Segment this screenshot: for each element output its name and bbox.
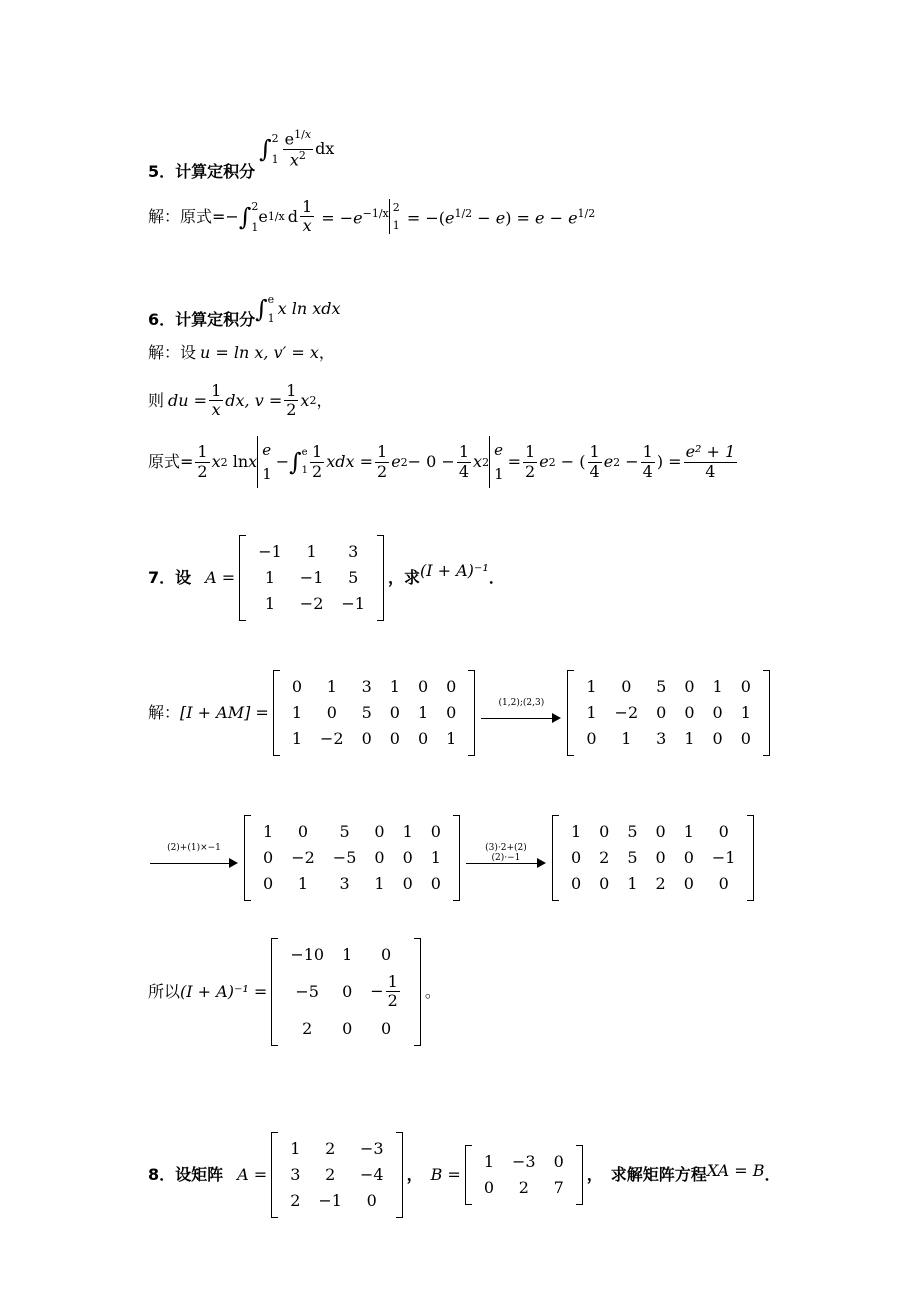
matrix-cell: −1 bbox=[299, 568, 324, 587]
matrix-cell: 1 bbox=[290, 1139, 301, 1158]
matrix-A bbox=[271, 1132, 402, 1218]
problem-6-line1: 解：设 u = ln x, v′ = x ， bbox=[148, 343, 335, 362]
matrix-cell: 5 bbox=[656, 677, 667, 696]
matrix-cell: −1 bbox=[341, 594, 365, 613]
matrix-cell: 1 bbox=[374, 874, 385, 893]
matrix-cell: 1 bbox=[264, 594, 276, 613]
matrix-cell: 0 bbox=[712, 703, 723, 722]
matrix-row bbox=[249, 539, 374, 565]
matrix-cell: 1 bbox=[306, 542, 317, 561]
matrix-A bbox=[239, 535, 384, 621]
matrix-cell: 1 bbox=[586, 677, 597, 696]
problem-5-title bbox=[148, 118, 334, 180]
matrix-cell: 0 bbox=[430, 822, 441, 841]
matrix-cell: 1 bbox=[263, 822, 274, 841]
matrix-cell: 0 bbox=[380, 945, 392, 964]
matrix-cell: 0 bbox=[380, 1018, 392, 1038]
matrix-cell: 0 bbox=[374, 848, 385, 867]
matrix-cell: 1 bbox=[402, 822, 413, 841]
matrix-row bbox=[283, 674, 466, 700]
matrix-row bbox=[254, 845, 450, 871]
matrix-cell: −10 bbox=[290, 945, 325, 964]
matrix-cell: 1 bbox=[683, 822, 694, 841]
matrix-cell: 0 bbox=[683, 874, 694, 893]
matrix-cell: − $\frac{1}{2}$ bbox=[370, 972, 398, 1011]
matrix-cell: 0 bbox=[446, 677, 457, 696]
matrix-row bbox=[281, 1136, 392, 1162]
matrix-cell: 2 bbox=[290, 1191, 301, 1210]
matrix-cell: 1 bbox=[430, 848, 441, 867]
augmented-matrix-3 bbox=[244, 815, 460, 901]
matrix-cell: 0 bbox=[430, 874, 441, 893]
problem-6-label: 6．计算定积分 bbox=[148, 310, 256, 329]
matrix-cell: 0 bbox=[263, 874, 274, 893]
matrix-cell: 1 bbox=[326, 677, 337, 696]
matrix-cell: −2 bbox=[614, 703, 639, 722]
problem-8-title: 8．设矩阵 A = 1 2 −3 3 2 −4 2 −1 0 ， B = 1 −3 0 0 2 7 ， 求解矩阵方程 XA = B ． bbox=[148, 1132, 781, 1218]
matrix-cell: −5 bbox=[295, 981, 319, 1001]
matrix-cell: 1 bbox=[483, 1152, 495, 1171]
matrix-cell: 2 bbox=[325, 1165, 336, 1184]
matrix-row bbox=[281, 1162, 392, 1188]
inverse-matrix bbox=[271, 938, 421, 1046]
matrix-cell: 2 bbox=[599, 848, 610, 867]
matrix-row bbox=[254, 871, 450, 897]
matrix-cell: 1 bbox=[621, 729, 632, 748]
problem-6-line2: 则 du = $\frac{1}{x}$ dx, v = $\frac{1}{2}$ x 2 ， bbox=[148, 381, 333, 420]
matrix-cell: 0 bbox=[656, 703, 667, 722]
matrix-row bbox=[475, 1149, 573, 1175]
matrix-cell: 1 bbox=[712, 677, 723, 696]
matrix-cell: 0 bbox=[570, 874, 582, 893]
matrix-cell: −1 bbox=[318, 1191, 342, 1210]
matrix-row bbox=[577, 726, 760, 752]
matrix-cell: 0 bbox=[718, 874, 729, 893]
matrix-cell: 0 bbox=[621, 677, 632, 696]
matrix-cell: −2 bbox=[299, 594, 324, 613]
matrix-cell: 2 bbox=[518, 1178, 529, 1197]
matrix-row bbox=[249, 565, 374, 591]
matrix-row bbox=[254, 819, 450, 845]
matrix-cell: 5 bbox=[627, 848, 638, 867]
matrix-cell: 0 bbox=[684, 677, 695, 696]
solution-label: 解：原式= bbox=[148, 206, 226, 226]
problem-7-label: 7．设 bbox=[148, 568, 192, 587]
matrix-cell: −2 bbox=[320, 729, 344, 748]
problem-5-integral: ∫ 2 1 $\frac{e^{1/x}}{x^2}$ dx bbox=[259, 127, 335, 169]
problem-8-label: 8．设矩阵 bbox=[148, 1165, 224, 1184]
matrix-row bbox=[281, 1016, 411, 1042]
matrix-cell: 1 bbox=[297, 874, 309, 893]
problem-7-solution-step2 bbox=[148, 815, 758, 901]
matrix-cell: 5 bbox=[339, 822, 350, 841]
matrix-cell: 1 bbox=[586, 703, 597, 722]
matrix-cell: 7 bbox=[553, 1178, 564, 1197]
matrix-cell: 0 bbox=[342, 1018, 353, 1038]
matrix-cell: 5 bbox=[627, 822, 638, 841]
problem-7-title: 7．设 A = −1 1 3 1 −1 5 1 −2 −1 ，求 (I + A)⁻¹ ． bbox=[148, 535, 505, 621]
matrix-cell: 3 bbox=[339, 874, 350, 893]
matrix-cell: −2 bbox=[291, 848, 315, 867]
matrix-cell: 0 bbox=[389, 703, 400, 722]
row-operation-arrow: (3)·2+(2) (2)·−1 bbox=[466, 843, 546, 873]
matrix-B bbox=[465, 1145, 583, 1205]
matrix-cell: 0 bbox=[740, 729, 751, 748]
matrix-cell: 5 bbox=[348, 568, 359, 587]
matrix-cell: 0 bbox=[570, 848, 582, 867]
matrix-cell: 0 bbox=[402, 874, 413, 893]
matrix-cell: 0 bbox=[402, 848, 413, 867]
matrix-cell: 1 bbox=[389, 677, 400, 696]
matrix-cell: 3 bbox=[290, 1165, 301, 1184]
matrix-cell: 0 bbox=[483, 1178, 495, 1197]
matrix-cell: 1 bbox=[627, 874, 638, 893]
matrix-cell: 0 bbox=[740, 677, 751, 696]
matrix-cell: 1 bbox=[291, 703, 303, 722]
matrix-cell: 0 bbox=[417, 677, 429, 696]
problem-6-line3: 原式= $\frac{1}{2}$ x 2 ln x e 1 − ∫ e 1 $\frac{1}{2}$ xdx = $\frac{1}{2}$ e 2 − 0 − $\frac{1}{4}$ x 2 e 1 = $\frac{1}{2}$ e 2 − ( $\frac{1}{4}$ e 2 − $\frac{1}{4}$ ) = $\frac{\text{e² + 1}}{4}$ bbox=[148, 436, 739, 488]
matrix-cell: 5 bbox=[361, 703, 372, 722]
matrix-row bbox=[283, 726, 466, 752]
row-operation-arrow: (1,2);(2,3) bbox=[481, 698, 561, 728]
matrix-row bbox=[283, 700, 466, 726]
matrix-cell: 0 bbox=[263, 848, 274, 867]
matrix-cell: 0 bbox=[342, 981, 353, 1001]
matrix-cell: 1 bbox=[740, 703, 751, 722]
row-operation-arrow: (2)+(1)×−1 bbox=[150, 843, 238, 873]
matrix-cell: 0 bbox=[389, 729, 400, 748]
matrix-row bbox=[281, 1188, 392, 1214]
problem-5-label: 5．计算定积分 bbox=[148, 162, 256, 181]
problem-6-title: 6．计算定积分 ∫ e 1 x ln xdx bbox=[148, 293, 341, 329]
matrix-cell: 0 bbox=[417, 729, 429, 748]
matrix-cell: −1 bbox=[258, 542, 282, 561]
matrix-cell: −5 bbox=[332, 848, 357, 867]
matrix-cell: 1 bbox=[570, 822, 582, 841]
matrix-cell: 3 bbox=[348, 542, 359, 561]
augmented-matrix-1 bbox=[273, 670, 476, 756]
matrix-cell: 0 bbox=[586, 729, 597, 748]
problem-5-solution: 解：原式= − ∫ 2 1 e 1/x d $\frac{1}{x}$ = $-e^{-1/x}$ 2 1 = $-(e^{1/2} - e) = e - e^{1/2}$ bbox=[148, 197, 596, 236]
matrix-cell: 2 bbox=[302, 1018, 313, 1038]
augmented-matrix-2 bbox=[567, 670, 770, 756]
matrix-cell: 1 bbox=[291, 729, 303, 748]
augmented-matrix-4 bbox=[552, 815, 755, 901]
matrix-cell: 0 bbox=[374, 822, 385, 841]
matrix-cell: 2 bbox=[325, 1139, 336, 1158]
matrix-cell: 0 bbox=[599, 874, 610, 893]
problem-7-solution-step1: 解： [I + AM] = 0 1 3 1 0 0 1 0 5 0 1 0 1 −2 0 0 0 1 (1,2);(2,3) 1 0 5 0 1 0 1 −2 0 0 0 1 0 1 3 1 0 0 bbox=[148, 670, 774, 756]
matrix-cell: 2 bbox=[655, 874, 666, 893]
matrix-cell: 0 bbox=[599, 822, 610, 841]
matrix-row bbox=[577, 700, 760, 726]
matrix-cell: 0 bbox=[712, 729, 723, 748]
matrix-row bbox=[577, 674, 760, 700]
matrix-cell: 0 bbox=[297, 822, 309, 841]
matrix-row bbox=[562, 845, 745, 871]
matrix-cell: −1 bbox=[711, 848, 736, 867]
matrix-cell: −3 bbox=[512, 1152, 536, 1171]
matrix-cell: 1 bbox=[684, 729, 695, 748]
matrix-cell: 0 bbox=[718, 822, 729, 841]
matrix-row bbox=[281, 968, 411, 1016]
matrix-cell: 0 bbox=[655, 822, 666, 841]
matrix-cell: 0 bbox=[446, 703, 457, 722]
matrix-cell: 0 bbox=[291, 677, 303, 696]
matrix-cell: 0 bbox=[361, 729, 372, 748]
matrix-cell: 1 bbox=[264, 568, 276, 587]
matrix-cell: 0 bbox=[684, 703, 695, 722]
matrix-cell: 3 bbox=[361, 677, 372, 696]
matrix-row bbox=[281, 942, 411, 968]
matrix-cell: 0 bbox=[553, 1152, 564, 1171]
matrix-cell: 0 bbox=[326, 703, 337, 722]
matrix-cell: −4 bbox=[359, 1165, 384, 1184]
matrix-cell: 3 bbox=[656, 729, 667, 748]
matrix-row bbox=[562, 871, 745, 897]
matrix-cell: 1 bbox=[342, 945, 353, 964]
matrix-cell: 0 bbox=[683, 848, 694, 867]
matrix-cell: 0 bbox=[366, 1191, 377, 1210]
matrix-row bbox=[249, 591, 374, 617]
matrix-row bbox=[475, 1175, 573, 1201]
matrix-row bbox=[562, 819, 745, 845]
problem-7-result: 所以 (I + A)⁻¹ = −10 1 0 −5 0 − $\frac{1}{2}$ 2 0 0 。 bbox=[148, 938, 441, 1046]
matrix-cell: 1 bbox=[446, 729, 457, 748]
matrix-cell: 1 bbox=[417, 703, 429, 722]
matrix-cell: 0 bbox=[655, 848, 666, 867]
matrix-cell: −3 bbox=[359, 1139, 384, 1158]
